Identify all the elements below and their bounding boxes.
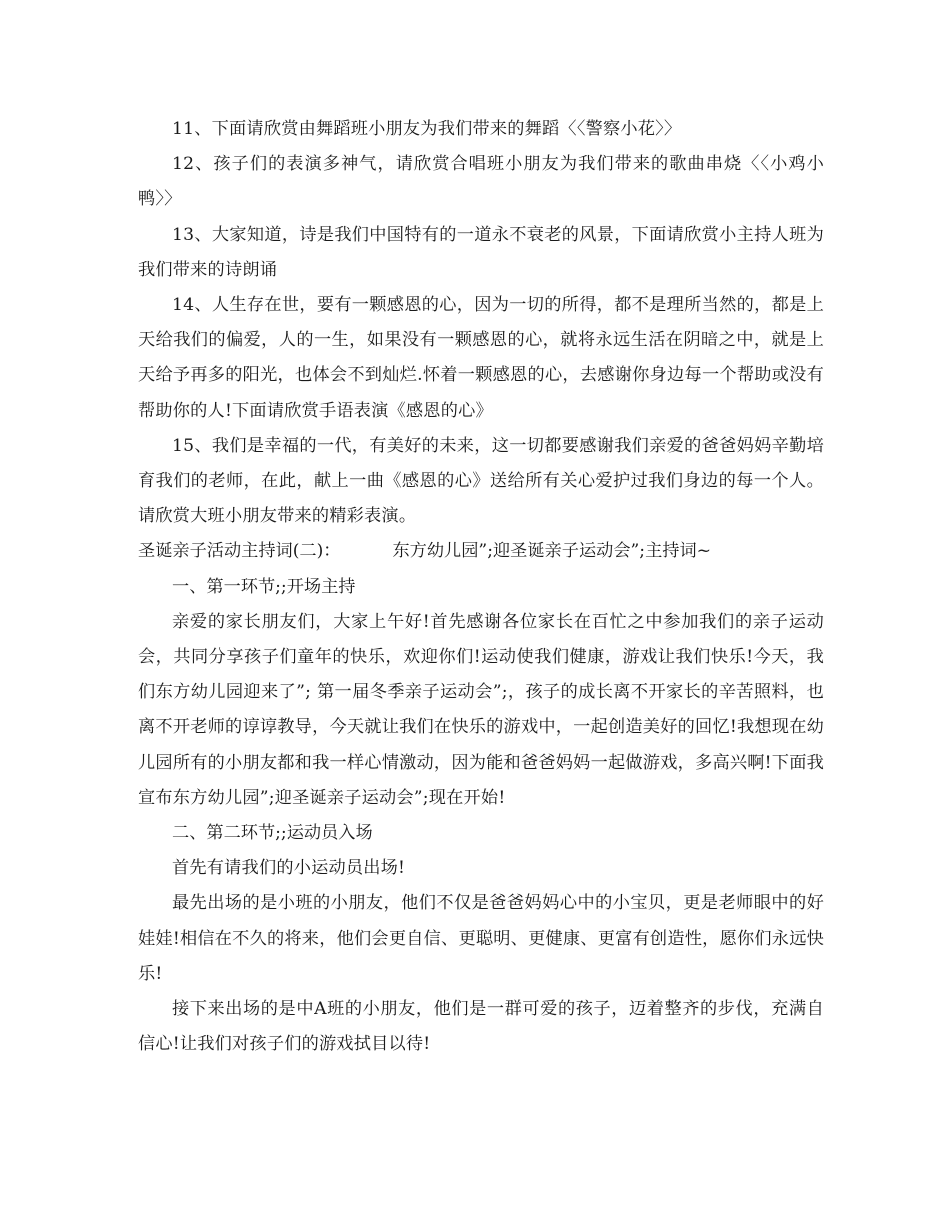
part2-paragraph-2: 最先出场的是小班的小朋友，他们不仅是爸爸妈妈心中的小宝贝，更是老师眼中的好娃娃!相信在不久的将来，他们会更自信、更聪明、更健康、更富有创造性，愿你们永远快乐! <box>138 893 824 984</box>
section-heading-subtitle: 东方幼儿园”;迎圣诞亲子运动会”;主持词~ <box>392 541 712 562</box>
paragraph-item-12: 12、孩子们的表演多神气，请欣赏合唱班小朋友为我们带来的歌曲串烧〈〈小鸡小鸭〉〉 <box>138 154 824 210</box>
part1-paragraph: 亲爱的家长朋友们，大家上午好!首先感谢各位家长在百忙之中参加我们的亲子运动会，共同分享孩子们童年的快乐，欢迎你们!运动使我们健康，游戏让我们快乐!今天，我们东方幼儿园迎来了”; 第一届冬季亲子运动会”;，孩子的成长离不开家长的辛苦照料，也离不开老师的谆谆教导，今天就让我们在快乐的游戏中，一起创造美好的回忆!我想现在幼儿园所有的小朋友都和我一样心情激动，因为能和爸爸妈妈一起做游戏，多高兴啊!下面我宣布东方幼儿园”;迎圣诞亲子运动会”;现在开始! <box>138 611 824 808</box>
paragraph-item-15: 15、我们是幸福的一代，有美好的未来，这一切都要感谢我们亲爱的爸爸妈妈辛勤培育我们的老师，在此，献上一曲《感恩的心》送给所有关心爱护过我们身边的每一个人。请欣赏大班小朋友带来的精彩表演。 <box>138 435 824 527</box>
part2-paragraph-3: 接下来出场的是中A班的小朋友，他们是一群可爱的孩子，迈着整齐的步伐，充满自信心!让我们对孩子们的游戏拭目以待! <box>138 999 824 1055</box>
part2-paragraph-1: 首先有请我们的小运动员出场! <box>172 858 406 879</box>
part2-heading: 二、第二环节;;运动员入场 <box>172 823 373 844</box>
paragraph-item-13: 13、大家知道，诗是我们中国特有的一道永不衰老的风景，下面请欣赏小主持人班为我们带来的诗朗诵 <box>138 224 824 280</box>
section-heading-title: 圣诞亲子活动主持词(二)： <box>138 541 341 562</box>
section-heading <box>138 534 824 569</box>
paragraph-item-14: 14、人生存在世，要有一颗感恩的心，因为一切的所得，都不是理所当然的，都是上天给我们的偏爱，人的一生，如果没有一颗感恩的心，就将永远生活在阴暗之中，就是上天给予再多的阳光，也体会不到灿烂.怀着一颗感恩的心，去感谢你身边每一个帮助或没有帮助你的人!下面请欣赏手语表演《感恩的心》 <box>138 295 824 421</box>
part1-heading: 一、第一环节;;开场主持 <box>172 576 356 597</box>
paragraph-item-11: 11、下面请欣赏由舞蹈班小朋友为我们带来的舞蹈〈〈警察小花〉〉 <box>172 119 682 139</box>
document-body <box>138 112 824 1062</box>
